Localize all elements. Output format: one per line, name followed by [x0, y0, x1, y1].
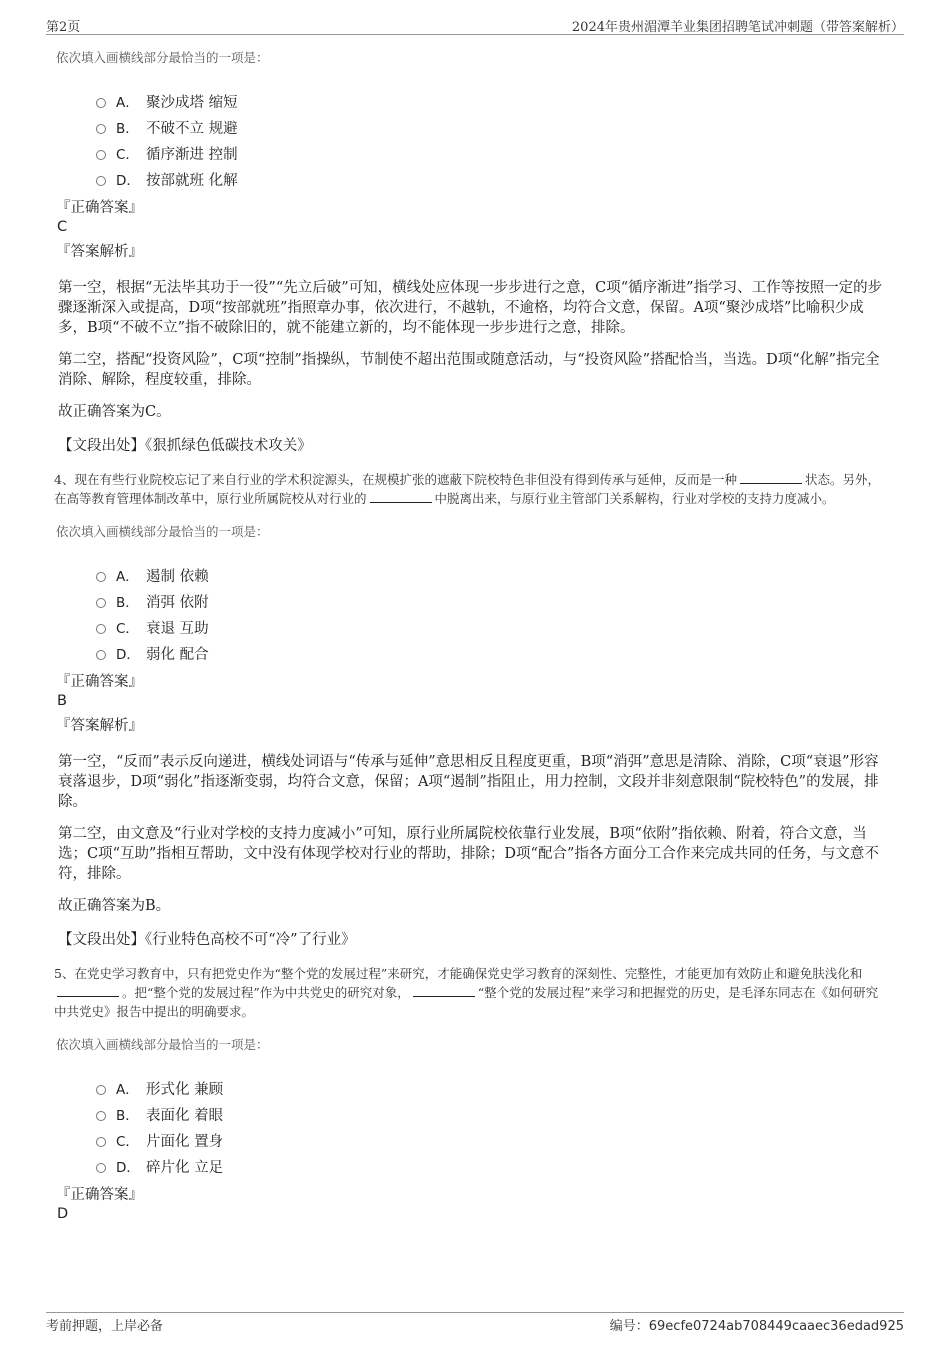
q4-option-c[interactable]: C． 衰退 互助: [96, 614, 886, 640]
q3-answer-label: 『正确答案』: [56, 200, 143, 216]
q3-option-c[interactable]: C． 循序渐进 控制: [96, 140, 886, 166]
q5-answer: D: [57, 1206, 69, 1222]
q4-question: 4、现在有些行业院校忘记了来自行业的学术积淀源头，在规模扩张的遮蔽下院校特色非但没有得到传承与延伸，反而是一种 状态。另外，在高等教育管理体制改革中，原行业所属院校从对行业的 中脱离出来，与原行业主管部门关系解构，行业对学校的支持力度减小。: [54, 472, 880, 506]
radio-icon[interactable]: [96, 650, 106, 660]
q5-answer-label: 『正确答案』: [56, 1187, 143, 1203]
page-number: 第2页: [46, 20, 81, 35]
q3-analysis-3: 故正确答案为C。: [58, 404, 171, 420]
q4-answer: B: [57, 693, 67, 709]
blank-line: [740, 472, 802, 484]
radio-icon[interactable]: [96, 1085, 106, 1095]
q4-answer-label: 『正确答案』: [56, 674, 143, 690]
footer-slogan: 考前押题，上岸必备: [46, 1319, 164, 1334]
radio-icon[interactable]: [96, 1111, 106, 1121]
blank-line: [370, 491, 432, 503]
q4-option-b[interactable]: B． 消弭 依附: [96, 588, 886, 614]
q3-option-a[interactable]: A． 聚沙成塔 缩短: [96, 88, 886, 114]
q4-analysis-2: 第二空，由文意及“行业对学校的支持力度减小”可知，原行业所属院校依靠行业发展，B项“依附”指依赖、附着，符合文意，当选；C项“互助”指相互帮助，文中没有体现学校对行业的帮助，排除；D项“配合”指各方面分工合作来完成共同的任务，与文意不符，排除。: [58, 826, 879, 882]
blank-line: [413, 985, 475, 997]
radio-icon[interactable]: [96, 1163, 106, 1173]
radio-icon[interactable]: [96, 1137, 106, 1147]
q4-option-a[interactable]: A． 遏制 依赖: [96, 562, 886, 588]
blank-line: [57, 985, 119, 997]
q5-prompt: 依次填入画横线部分最恰当的一项是：: [56, 1037, 269, 1052]
q5-option-b[interactable]: B． 表面化 着眼: [96, 1101, 886, 1127]
document-title: 2024年贵州湄潭羊业集团招聘笔试冲刺题（带答案解析）: [571, 20, 904, 35]
q3-options: [96, 88, 886, 192]
q4-analysis-1: 第一空，“反而”表示反向递进，横线处词语与“传承与延伸”意思相反且程度更重，B项“消弭”意思是清除、消除，C项“衰退”形容衰落退步，D项“弱化”指逐渐变弱，均符合文意，保留；A项“遏制”指阻止，用力控制，文段并非刻意限制“院校特色”的发展，排除。: [58, 754, 879, 810]
q3-analysis-1: 第一空，根据“无法毕其功于一役”“先立后破”可知，横线处应体现一步步进行之意，C项“循序渐进”指学习、工作等按照一定的步骤逐渐深入或提高，D项“按部就班”指照章办事，依次进行，不越轨，不逾格，均符合文意，保留。A项“聚沙成塔”比喻积少成多，B项“不破不立”指不破除旧的，就不能建立新的，均不能体现一步步进行之意，排除。: [58, 280, 883, 336]
q4-source: 【文段出处】《行业特色高校不可“冷”了行业》: [58, 932, 356, 948]
page-content: [56, 40, 886, 1223]
radio-icon[interactable]: [96, 624, 106, 634]
q4-options: [96, 562, 886, 666]
radio-icon[interactable]: [96, 572, 106, 582]
radio-icon[interactable]: [96, 124, 106, 134]
q4-prompt: 依次填入画横线部分最恰当的一项是：: [56, 524, 269, 539]
radio-icon[interactable]: [96, 98, 106, 108]
q3-option-b[interactable]: B． 不破不立 规避: [96, 114, 886, 140]
q5-option-d[interactable]: D． 碎片化 立足: [96, 1153, 886, 1179]
q3-option-d[interactable]: D． 按部就班 化解: [96, 166, 886, 192]
page-footer: [46, 1312, 904, 1335]
q3-prompt: 依次填入画横线部分最恰当的一项是：: [56, 50, 269, 65]
q3-source: 【文段出处】《狠抓绿色低碳技术攻关》: [58, 438, 312, 454]
q4-option-d[interactable]: D． 弱化 配合: [96, 640, 886, 666]
q4-analysis-label: 『答案解析』: [56, 718, 143, 734]
q4-analysis-3: 故正确答案为B。: [58, 898, 171, 914]
q3-answer: C: [57, 219, 68, 235]
radio-icon[interactable]: [96, 150, 106, 160]
radio-icon[interactable]: [96, 176, 106, 186]
q3-analysis-label: 『答案解析』: [56, 244, 143, 260]
q3-analysis-2: 第二空，搭配“投资风险”，C项“控制”指操纵，节制使不超出范围或随意活动，与“投资风险”搭配恰当，当选。D项“化解”指完全消除、解除，程度较重，排除。: [58, 352, 880, 388]
radio-icon[interactable]: [96, 598, 106, 608]
page-header: [46, 14, 904, 35]
document-code: 编号：69ecfe0724ab708449caaec36edad925: [609, 1319, 904, 1334]
q5-option-a[interactable]: A． 形式化 兼顾: [96, 1075, 886, 1101]
q5-options: [96, 1075, 886, 1179]
q5-option-c[interactable]: C． 片面化 置身: [96, 1127, 886, 1153]
q5-question: 5、在党史学习教育中，只有把党史作为“整个党的发展过程”来研究，才能确保党史学习教育的深刻性、完整性，才能更加有效防止和避免肤浅化和。把“整个党的发展过程”作为中共党史的研究对象， “整个党的发展过程”来学习和把握党的历史，是毛泽东同志在《如何研究中共党史》报告中提出的明确要求。: [54, 966, 879, 1019]
